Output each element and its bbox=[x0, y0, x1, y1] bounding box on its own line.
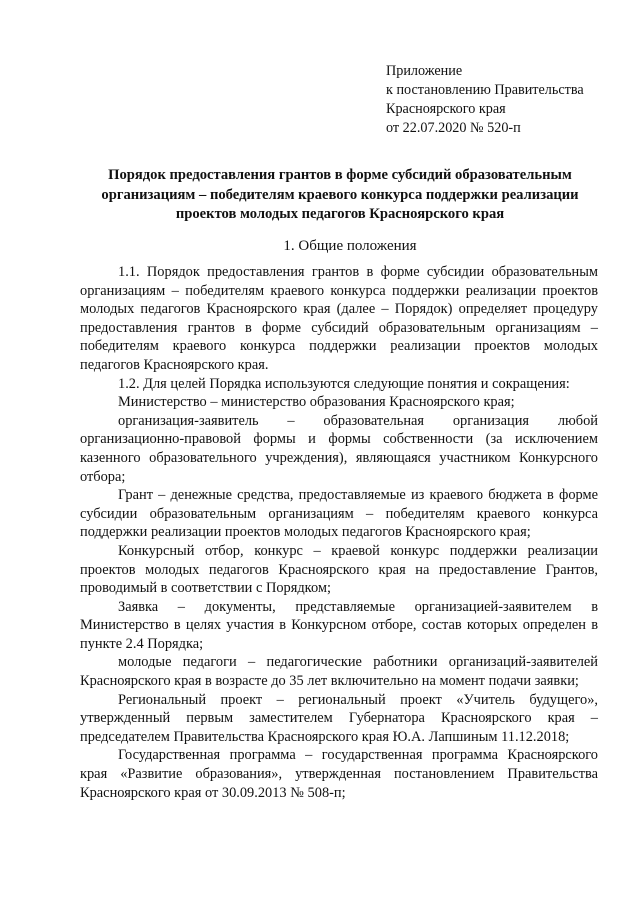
paragraph: Региональный проект – региональный проект «Учитель будущего», утвержденный первым заместителем Губернатора Красноярского края – председателем Правительства Красноярского края Ю.А. Лапшиным 11.12.2018; bbox=[80, 691, 598, 745]
paragraph: Конкурсный отбор, конкурс – краевой конкурс поддержки реализации проектов молодых педагогов Красноярского края на предоставление Грантов, проводимый в соответствии с Порядком; bbox=[80, 542, 598, 597]
paragraph: Грант – денежные средства, предоставляемые из краевого бюджета в форме субсидии образовательным организациям – победителям краевого конкурса поддержки реализации проектов молодых педагогов Красноярского края; bbox=[80, 487, 598, 541]
appendix-line-1: Приложение bbox=[386, 63, 463, 79]
section-heading: 1. Общие положения bbox=[283, 238, 417, 254]
document-body bbox=[80, 263, 598, 802]
paragraph: Государственная программа – государственная программа Красноярского края «Развитие образования», утвержденная постановлением Правительства Красноярского края от 30.09.2013 № 508-п; bbox=[80, 747, 598, 801]
appendix-block bbox=[386, 62, 584, 138]
paragraph: 1.2. Для целей Порядка используются следующие понятия и сокращения: bbox=[118, 375, 570, 392]
paragraph: Министерство – министерство образования Красноярского края; bbox=[118, 394, 515, 411]
paragraph: молодые педагоги – педагогические работники организаций-заявителей Красноярского края в возрасте до 35 лет включительно на момент подачи заявки; bbox=[80, 654, 598, 690]
paragraph: Заявка – документы, представляемые организацией-заявителем в Министерство в целях участия в Конкурсном отборе, состав которых определен в пункте 2.4 Порядка; bbox=[80, 598, 598, 652]
appendix-line-4: от 22.07.2020 № 520-п bbox=[386, 120, 521, 136]
appendix-line-3: Красноярского края bbox=[386, 101, 506, 117]
paragraph: 1.1. Порядок предоставления грантов в форме субсидии образовательным организациям – победителям краевого конкурса поддержки реализации проектов молодых педагогов Красноярского края (далее – Порядок) определяет процедуру предоставления грантов в форме субсидий образовательным организациям – победителям краевого конкурса поддержки реализации проектов молодых педагогов Красноярского края. bbox=[80, 264, 598, 373]
appendix-line-2: к постановлению Правительства bbox=[386, 82, 584, 98]
document-title: Порядок предоставления грантов в форме субсидий образовательным организациям – победителям краевого конкурса поддержки реализации проектов молодых педагогов Красноярского края bbox=[101, 167, 579, 222]
paragraph: организация-заявитель – образовательная организация любой организационно-правовой формы и формы собственности (за исключением казенного образовательного учреждения), являющаяся участником Конкурсного отбора; bbox=[80, 412, 598, 485]
